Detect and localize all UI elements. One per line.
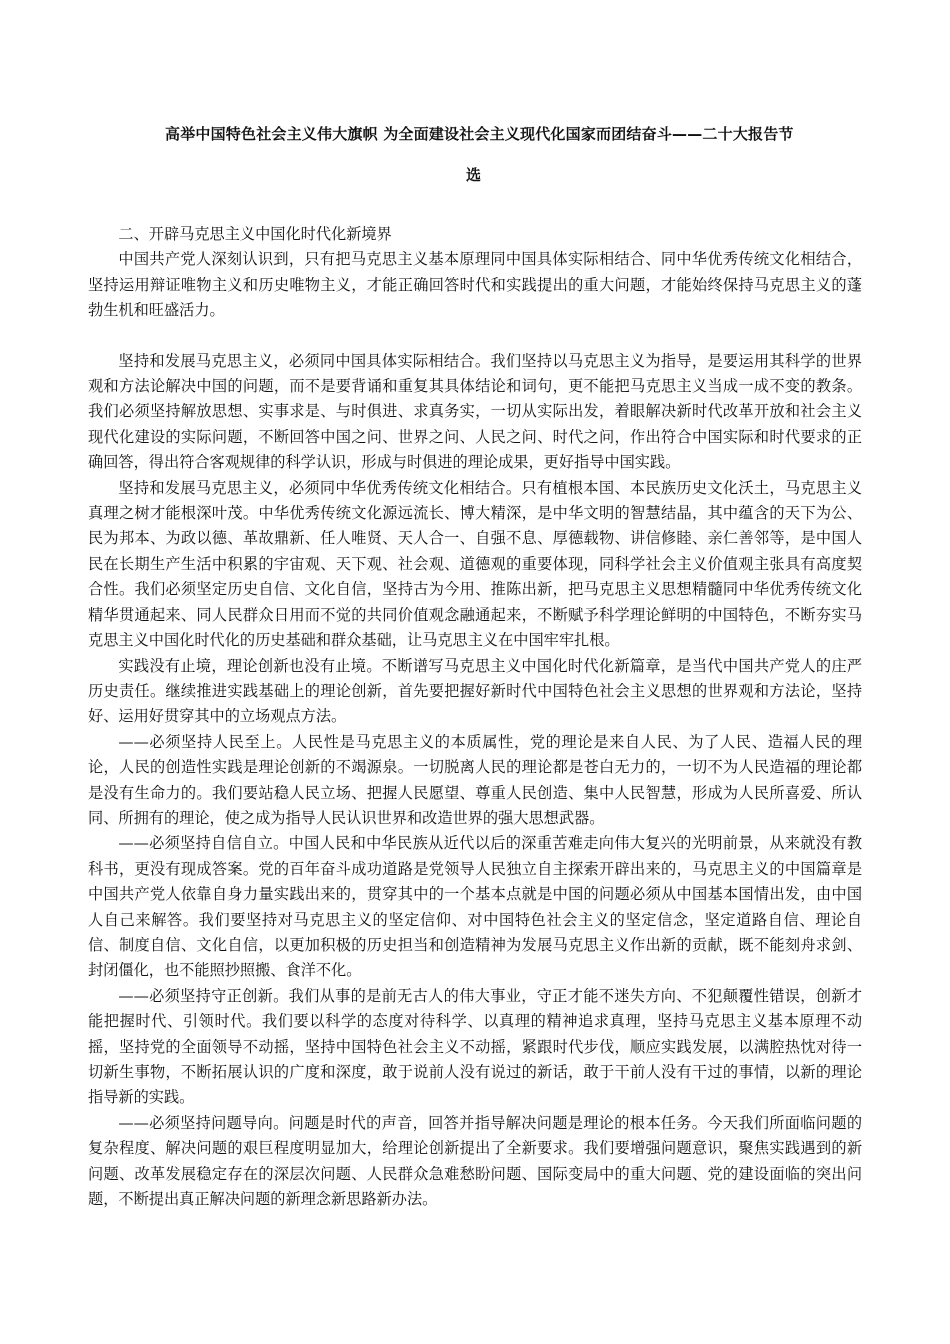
paragraph-theory-innovation: 实践没有止境，理论创新也没有止境。不断谱写马克思主义中国化时代化新篇章，是当代中国共产党人的庄严历史责任。继续推进实践基础上的理论创新，首先要把握好新时代中国特色社会主义思想的世界观和方法论，坚持好、运用好贯穿其中的立场观点方法。 (88, 656, 862, 726)
paragraph-self-confidence: ——必须坚持自信自立。中国人民和中华民族从近代以后的深重苦难走向伟大复兴的光明前景，从来就没有教科书，更没有现成答案。党的百年奋斗成功道路是党领导人民独立自主探索开辟出来的，马克思主义的中国篇章是中国共产党人依靠自身力量实践出来的，贯穿其中的一个基本点就是中国的问题必须从中国基本国情出发，由中国人自己来解答。我们要坚持对马克思主义的坚定信仰、对中国特色社会主义的坚定信念，坚定道路自信、理论自信、制度自信、文化自信，以更加积极的历史担当和创造精神为发展马克思主义作出新的贡献，既不能刻舟求剑、封闭僵化，也不能照抄照搬、食洋不化。 (88, 834, 862, 980)
document-title-line-2: 选 (466, 166, 482, 184)
document-title-line-1: 高举中国特色社会主义伟大旗帜 为全面建设社会主义现代化国家而团结奋斗——二十大报告节 (165, 125, 794, 143)
paragraph-traditional-culture: 坚持和发展马克思主义，必须同中华优秀传统文化相结合。只有植根本国、本民族历史文化沃土，马克思主义真理之树才能根深叶茂。中华优秀传统文化源远流长、博大精深，是中华文明的智慧结晶，其中蕴含的天下为公、民为邦本、为政以德、革故鼎新、任人唯贤、天人合一、自强不息、厚德载物、讲信修睦、亲仁善邻等，是中国人民在长期生产生活中积累的宇宙观、天下观、社会观、道德观的重要体现，同科学社会主义价值观主张具有高度契合性。我们必须坚定历史自信、文化自信，坚持古为今用、推陈出新，把马克思主义思想精髓同中华优秀传统文化精华贯通起来、同人民群众日用而不觉的共同价值观念融通起来，不断赋予科学理论鲜明的中国特色，不断夯实马克思主义中国化时代化的历史基础和群众基础，让马克思主义在中国牢牢扎根。 (88, 478, 862, 650)
paragraph-upholding-innovation: ——必须坚持守正创新。我们从事的是前无古人的伟大事业，守正才能不迷失方向、不犯颠覆性错误，创新才能把握时代、引领时代。我们要以科学的态度对待科学、以真理的精神追求真理，坚持马克思主义基本原理不动摇，坚持党的全面领导不动摇，坚持中国特色社会主义不动摇，紧跟时代步伐，顺应实践发展，以满腔热忱对待一切新生事物，不断拓展认识的广度和深度，敢于说前人没有说过的新话，敢于干前人没有干过的事情，以新的理论指导新的实践。 (88, 986, 862, 1107)
document-body (88, 222, 862, 1212)
paragraph-china-reality: 坚持和发展马克思主义，必须同中国具体实际相结合。我们坚持以马克思主义为指导，是要运用其科学的世界观和方法论解决中国的问题，而不是要背诵和重复其具体结论和词句，更不能把马克思主义当成一成不变的教条。我们必须坚持解放思想、实事求是、与时俱进、求真务实，一切从实际出发，着眼解决新时代改革开放和社会主义现代化建设的实际问题，不断回答中国之问、世界之问、人民之问、时代之问，作出符合中国实际和时代要求的正确回答，得出符合客观规律的科学认识，形成与时俱进的理论成果，更好指导中国实践。 (88, 351, 862, 472)
paragraph-people-first: ——必须坚持人民至上。人民性是马克思主义的本质属性，党的理论是来自人民、为了人民、造福人民的理论，人民的创造性实践是理论创新的不竭源泉。一切脱离人民的理论都是苍白无力的，一切不为人民造福的理论都是没有生命力的。我们要站稳人民立场、把握人民愿望、尊重人民创造、集中人民智慧，形成为人民所喜爱、所认同、所拥有的理论，使之成为指导人民认识世界和改造世界的强大思想武器。 (88, 732, 862, 827)
paragraph-problem-oriented: ——必须坚持问题导向。问题是时代的声音，回答并指导解决问题是理论的根本任务。今天我们所面临问题的复杂程度、解决问题的艰巨程度明显加大，给理论创新提出了全新要求。我们要增强问题意识，聚焦实践遇到的新问题、改革发展稳定存在的深层次问题、人民群众急难愁盼问题、国际变局中的重大问题、党的建设面临的突出问题，不断提出真正解决问题的新理念新思路新办法。 (88, 1113, 862, 1209)
paragraph-intro: 中国共产党人深刻认识到，只有把马克思主义基本原理同中国具体实际相结合、同中华优秀传统文化相结合，坚持运用辩证唯物主义和历史唯物主义，才能正确回答时代和实践提出的重大问题，才能始终保持马克思主义的蓬勃生机和旺盛活力。 (88, 250, 862, 320)
section-heading: 二、开辟马克思主义中国化时代化新境界 (118, 225, 392, 243)
